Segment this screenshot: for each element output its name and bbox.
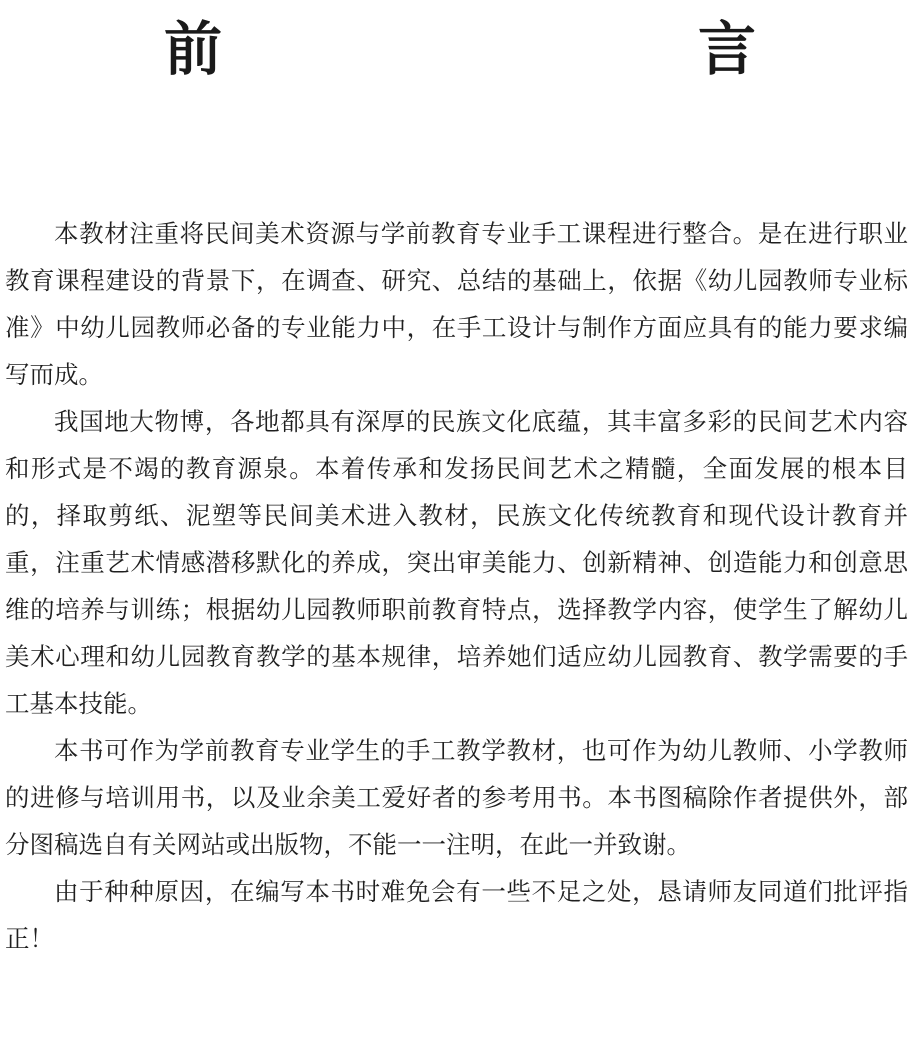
page-title: 前 言 [163, 15, 876, 83]
paragraph-1: 本教材注重将民间美术资源与学前教育专业手工课程进行整合。是在进行职业教育课程建设的背景下，在调查、研究、总结的基础上，依据《幼儿园教师专业标准》中幼儿园教师必备的专业能力中，在手工设计与制作方面应具有的能力要求编写而成。 [5, 219, 908, 389]
paragraph-4: 由于种种原因，在编写本书时难免会有一些不足之处，恳请师友同道们批评指正！ [5, 877, 908, 953]
paragraph-2: 我国地大物博，各地都具有深厚的民族文化底蕴，其丰富多彩的民间艺术内容和形式是不竭的教育源泉。本着传承和发扬民间艺术之精髓，全面发展的根本目的，择取剪纸、泥塑等民间美术进入教材，民族文化传统教育和现代设计教育并重，注重艺术情感潜移默化的养成，突出审美能力、创新精神、创造能力和创意思维的培养与训练；根据幼儿园教师职前教育特点，选择教学内容，使学生了解幼儿美术心理和幼儿园教育教学的基本规律，培养她们适应幼儿园教育、教学需要的手工基本技能。 [5, 407, 908, 718]
paragraph-3: 本书可作为学前教育专业学生的手工教学教材，也可作为幼儿教师、小学教师的进修与培训用书，以及业余美工爱好者的参考用书。本书图稿除作者提供外，部分图稿选自有关网站或出版物，不能一一注明，在此一并致谢。 [5, 736, 908, 859]
document-body [5, 210, 908, 962]
